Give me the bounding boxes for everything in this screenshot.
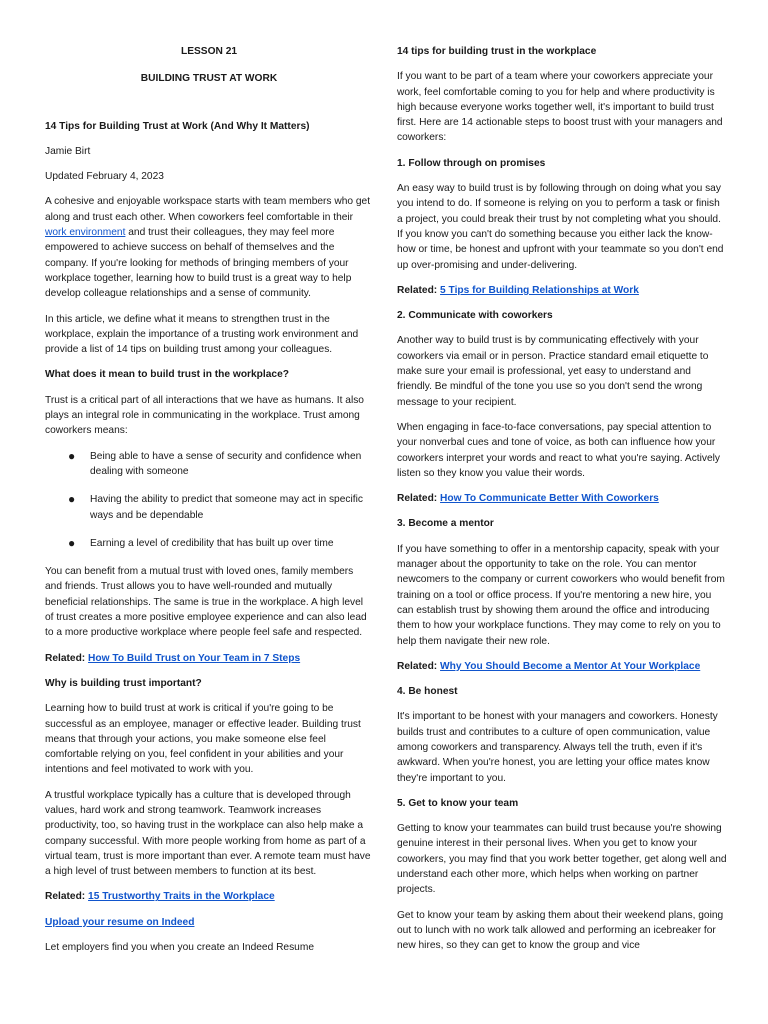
tips-intro-paragraph: If you want to be part of a team where your coworkers appreciate your work, feel comfortable coming to you for help and where productivity is high because everyone works together well, it's important to build trust first. Here are 14 actionable steps to boost trust with your managers and coworkers: — [397, 71, 723, 144]
related-link-mentor[interactable]: Why You Should Become a Mentor At Your Workplace — [440, 660, 701, 672]
employers-text: Let employers find you when you create an Indeed Resume — [45, 942, 314, 954]
heading-what-it-means: What does it mean to build trust in the workplace? — [45, 369, 289, 381]
face-to-face-paragraph: When engaging in face-to-face conversations, pay special attention to your nonverbal cues and tone of voice, as both can influence how your coworkers interpret your words and react to what you're saying. Actively listen so they know you value their words. — [397, 421, 720, 479]
bullet-icon: ● — [68, 535, 76, 550]
trust-bullet-list — [45, 449, 373, 551]
list-item — [45, 492, 373, 523]
why-paragraph: Learning how to build trust at work is critical if you're going to be successful as an employee, manager or effective leader. Building trust means that through your actions, you make someone else feel comfortable relying on you, feel confident in your abilities and your intentions and feel motivated to work with you. — [45, 703, 361, 776]
related-link-build-trust-team[interactable]: How To Build Trust on Your Team in 7 Steps — [88, 652, 301, 664]
related-link-relationships[interactable]: 5 Tips for Building Relationships at Work — [440, 284, 639, 296]
related-link-communicate[interactable]: How To Communicate Better With Coworkers — [440, 493, 659, 505]
related-line — [397, 283, 727, 298]
article-title: 14 Tips for Building Trust at Work (And Why It Matters) — [45, 120, 310, 132]
upload-resume-link[interactable]: Upload your resume on Indeed — [45, 916, 195, 928]
heading-follow-through: 1. Follow through on promises — [397, 157, 546, 169]
mentor-paragraph: If you have something to offer in a mentorship capacity, speak with your manager about the opportunity to take on the role. You can mentor newcomers to the company or current coworkers who would benefit from training on a tool or office process. If you're mentoring a new hire, you can establish trust by showing them around the office and introducing them to how your workplace functions. They may come to rely on you to help them navigate their new role. — [397, 543, 725, 647]
right-column — [397, 44, 727, 964]
related-line — [397, 659, 727, 674]
left-column — [45, 44, 373, 965]
related-label: Related: — [397, 660, 438, 672]
heading-mentor: 3. Become a mentor — [397, 518, 494, 530]
related-label: Related: — [45, 891, 86, 903]
related-label: Related: — [397, 493, 438, 505]
honest-paragraph: It's important to be honest with your managers and coworkers. Honesty builds trust and contributes to a culture of open communication, value among coworkers and transparency. Always tell the truth, even if it's awkward. When you're honest, you are letting your office mates know they're important to you. — [397, 711, 718, 784]
heading-know-team: 5. Get to know your team — [397, 797, 519, 809]
follow-through-paragraph: An easy way to build trust is by following through on doing what you say you intend to do. If someone is relying on you to perform a task or finish a project, you could break their trust by not completing what you should. If you know you can't do something because you either lack the know-how or time, be honest and upfront with your teammate so you don't end up over-promising and under-delivering. — [397, 183, 724, 271]
bullet-icon: ● — [68, 448, 76, 463]
intro-text-start: A cohesive and enjoyable workspace starts with team members who get along and trust each other. When coworkers feel comfortable in their — [45, 196, 371, 223]
related-line — [45, 889, 373, 904]
lesson-number: LESSON 21 — [180, 46, 238, 57]
heading-14-tips: 14 tips for building trust in the workplace — [397, 46, 597, 57]
list-item-text: Being able to have a sense of security and confidence when dealing with someone — [90, 450, 362, 477]
know-team-paragraph: Getting to know your teammates can build trust because you're showing genuine interest in their personal lives. When you get to know your coworkers, you may find that you work better together, get along well and understand each other more, which helps when working on partner projects. — [397, 823, 727, 896]
intro-paragraph — [45, 194, 373, 301]
communicate-paragraph: Another way to build trust is by communicating effectively with your coworkers via email or in person. Practice standard email etiquette to make sure your email is professional, yet easy to understand and friendly. Be mindful of the tone you use so you don't send the wrong message to your recipient. — [397, 335, 709, 408]
work-environment-link[interactable]: work environment — [45, 227, 126, 239]
document-title: BUILDING TRUST AT WORK — [140, 73, 278, 85]
heading-communicate: 2. Communicate with coworkers — [397, 310, 553, 322]
list-item — [45, 536, 373, 551]
what-paragraph: Trust is a critical part of all interactions that we have as humans. It also plays an integral role in communicating in the workplace. Trust among coworkers means: — [45, 394, 364, 437]
culture-paragraph: A trustful workplace typically has a culture that is developed through values, hard work and strong teamwork. Teamwork increases productivity, too, so having trust in the workplace can also help make a company successful. With more people working from home as part of a virtual team, trust is more important than ever. A remote team must have a high level of trust between members to function at its best. — [45, 789, 371, 878]
updated-date: Updated February 4, 2023 — [45, 171, 164, 183]
list-item-text: Earning a level of credibility that has built up over time — [90, 537, 334, 549]
related-label: Related: — [45, 652, 86, 664]
intro-text-end: and trust their colleagues, they may feel more empowered to achieve success on behalf of themselves and the company. If you're looking for methods of bringing members of your workplace together, learning how to build trust is a great way to help develop colleague relationships and a sense of community. — [45, 227, 352, 300]
related-label: Related: — [397, 284, 438, 296]
author: Jamie Birt — [45, 145, 91, 157]
related-link-trustworthy-traits[interactable]: 15 Trustworthy Traits in the Workplace — [88, 891, 275, 903]
bullet-icon: ● — [68, 492, 76, 507]
heading-honest: 4. Be honest — [397, 686, 458, 698]
related-line — [397, 491, 727, 506]
in-this-article-paragraph: In this article, we define what it means to strengthen trust in the workplace, explain the importance of a trusting work environment and provide a list of 14 tips on building trust among your colleagues. — [45, 313, 359, 356]
spacer — [45, 105, 373, 119]
upload-resume-line — [45, 915, 373, 930]
list-item-text: Having the ability to predict that someone may act in specific ways and be dependable — [90, 494, 363, 521]
heading-why-important: Why is building trust important? — [45, 677, 202, 689]
related-line — [45, 651, 373, 666]
mutual-trust-paragraph: You can benefit from a mutual trust with loved ones, family members and friends. Trust allows you to have well-rounded and mutually beneficial relationships. The same is true in the workplace. A high level of trust creates a more positive employee experience and can also lead to a more productive workplace where people feel safe and respected. — [45, 566, 367, 639]
list-item — [45, 449, 373, 480]
know-team-paragraph-2: Get to know your team by asking them about their weekend plans, going out to lunch with no work talk allowed and performing an icebreaker for new hires, so they can get to know the group and vice — [397, 909, 724, 952]
